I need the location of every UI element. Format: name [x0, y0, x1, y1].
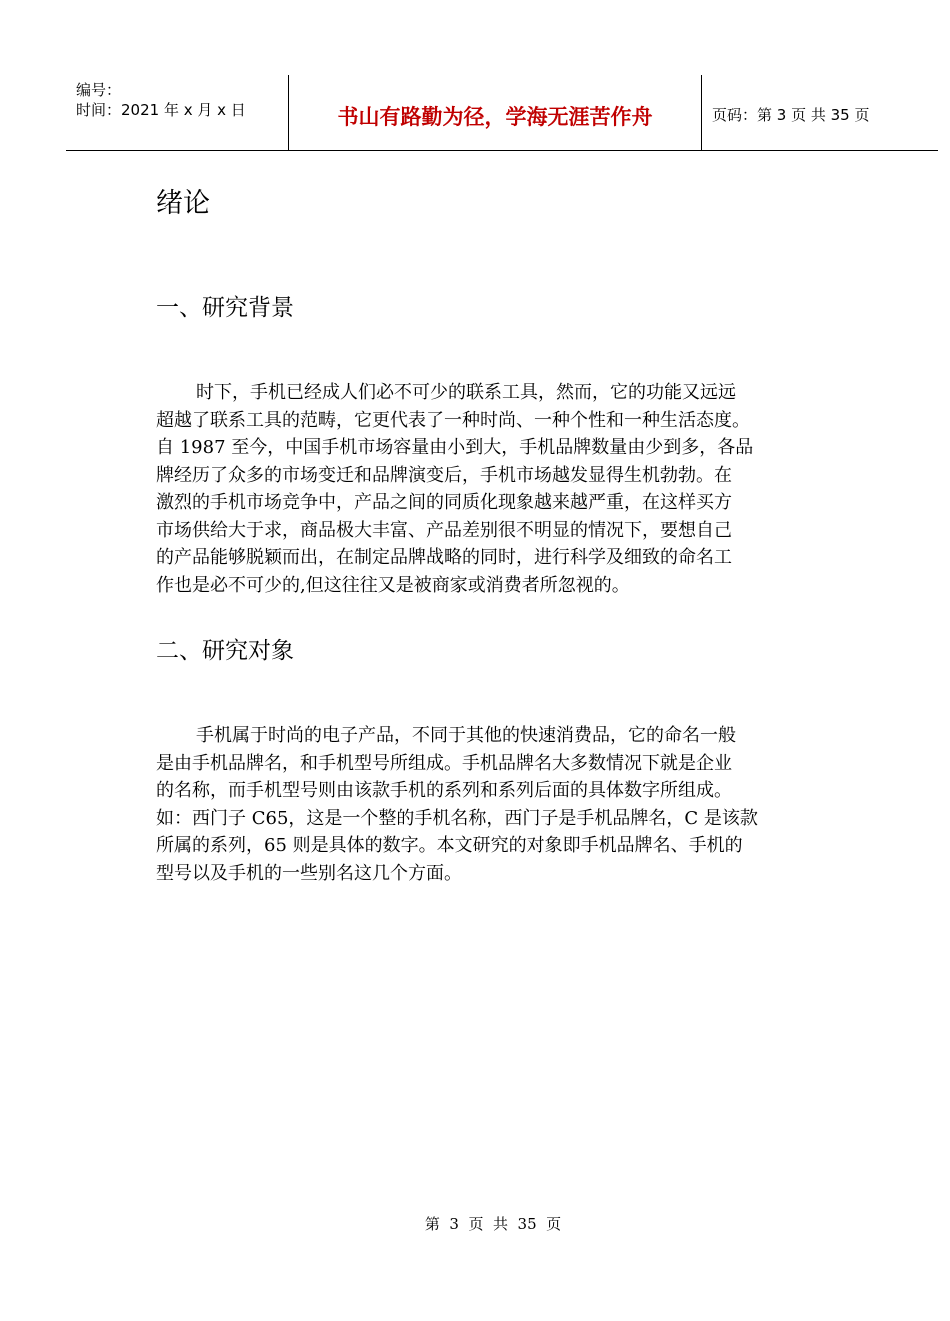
header-motto-cell	[288, 75, 702, 150]
page-footer: 第 3 页 共 35 页	[424, 1215, 562, 1233]
paragraph-line: 所属的系列，65 则是具体的数字。本文研究的对象即手机品牌名、手机的	[156, 835, 743, 856]
paragraph-line: 的名称，而手机型号则由该款手机的系列和系列后面的具体数字所组成。	[156, 780, 732, 801]
paragraph-line: 超越了联系工具的范畴，它更代表了一种时尚、一种个性和一种生活态度。	[156, 409, 750, 431]
header-meta-cell	[66, 75, 288, 150]
section-heading-subject: 二、研究对象	[156, 638, 294, 664]
paragraph-line: 牌经历了众多的市场变迁和品牌演变后，手机市场越发显得生机勃勃。在	[156, 464, 732, 486]
header-page-cell	[702, 75, 938, 150]
motto-text: 书山有路勤为径，学海无涯苦作舟	[337, 105, 653, 129]
paragraph-line: 时下，手机已经成人们必不可少的联系工具，然而，它的功能又远远	[196, 382, 736, 403]
page-info: 页码：第 3 页 共 35 页	[712, 106, 870, 124]
paragraph-line: 型号以及手机的一些别名这几个方面。	[156, 862, 462, 884]
paragraph-background	[156, 379, 868, 599]
page-header	[66, 75, 938, 151]
time-label: 时间：2021 年 x 月 x 日	[76, 101, 246, 119]
paragraph-subject	[156, 722, 868, 887]
paragraph-line: 作也是必不可少的,但这往往又是被商家或消费者所忽视的。	[156, 574, 630, 596]
paragraph-line: 的产品能够脱颖而出，在制定品牌战略的同时，进行科学及细致的命名工	[156, 547, 732, 568]
paragraph-line: 是由手机品牌名，和手机型号所组成。手机品牌名大多数情况下就是企业	[156, 752, 732, 774]
paragraph-line: 如：西门子 C65，这是一个整的手机名称，西门子是手机品牌名，C 是该款	[156, 807, 758, 829]
serial-label: 编号：	[76, 81, 122, 99]
section-heading-background: 一、研究背景	[156, 295, 294, 321]
paragraph-line: 市场供给大于求，商品极大丰富、产品差别很不明显的情况下，要想自己	[156, 519, 732, 541]
document-title: 绪论	[156, 188, 210, 219]
paragraph-line: 自 1987 至今，中国手机市场容量由小到大，手机品牌数量由少到多，各品	[156, 437, 754, 458]
paragraph-line: 手机属于时尚的电子产品，不同于其他的快速消费品，它的命名一般	[196, 725, 736, 746]
paragraph-line: 激烈的手机市场竞争中，产品之间的同质化现象越来越严重，在这样买方	[156, 492, 732, 513]
